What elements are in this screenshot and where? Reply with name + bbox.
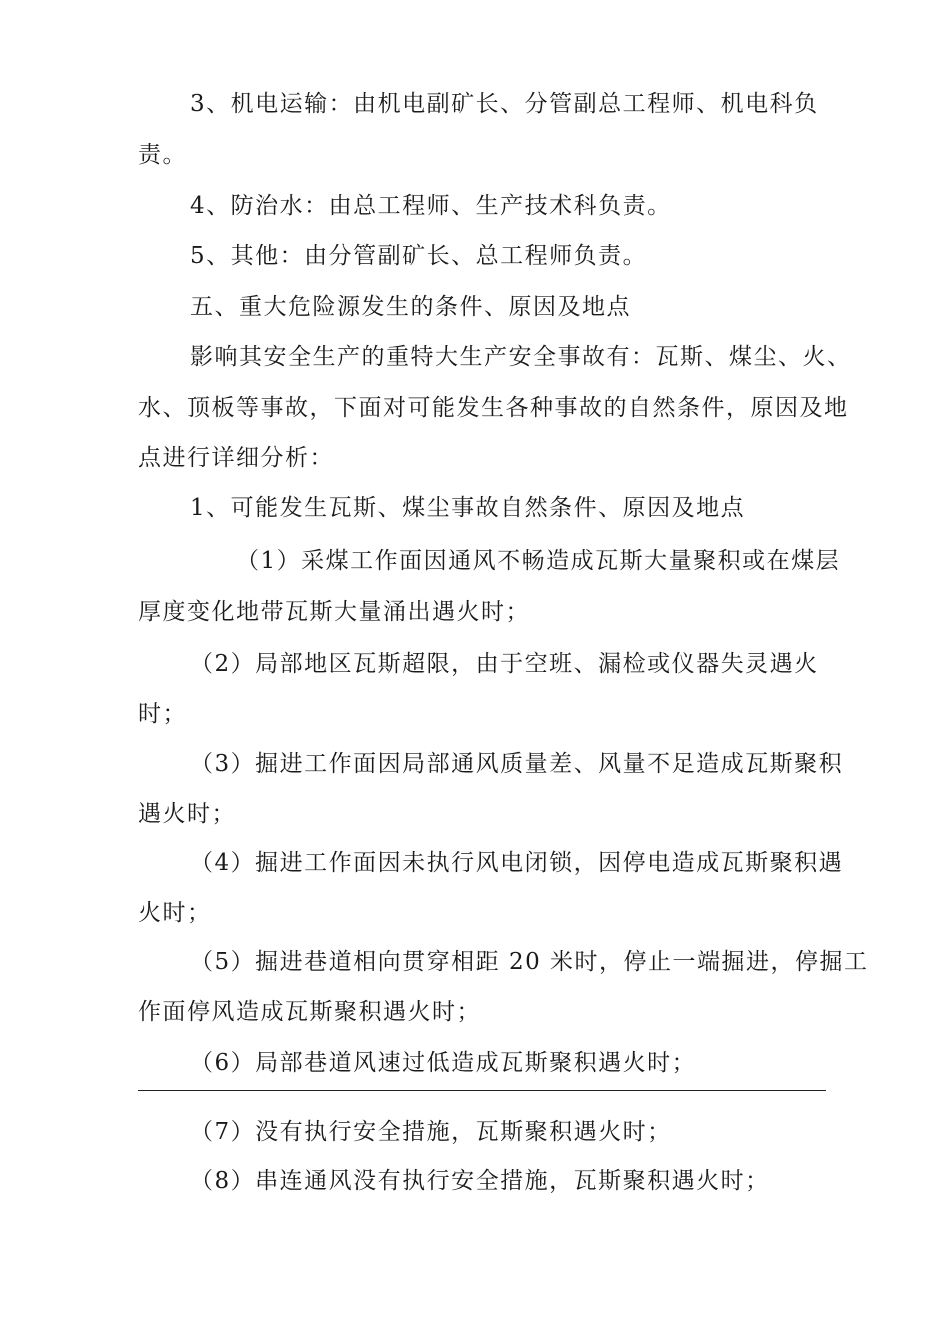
list-item-continuation: 作面停风造成瓦斯聚积遇火时；	[138, 999, 481, 1025]
subsection-heading: 1、可能发生瓦斯、煤尘事故自然条件、原因及地点	[190, 495, 746, 521]
paragraph-line: 3、机电运输：由机电副矿长、分管副总工程师、机电科负	[190, 91, 819, 117]
page-divider	[138, 1090, 826, 1091]
list-item: （8）串连通风没有执行安全措施，瓦斯聚积遇火时；	[190, 1168, 770, 1194]
paragraph-line: 点进行详细分析：	[138, 445, 334, 471]
list-item: （4）掘进工作面因未执行风电闭锁，因停电造成瓦斯聚积遇	[190, 850, 844, 876]
paragraph-line: 影响其安全生产的重特大生产安全事故有：瓦斯、煤尘、火、	[190, 344, 852, 370]
list-item: （6）局部巷道风速过低造成瓦斯聚积遇火时；	[190, 1050, 697, 1076]
paragraph-line: 责。	[138, 142, 187, 168]
list-item: （2）局部地区瓦斯超限，由于空班、漏检或仪器失灵遇火	[190, 651, 819, 677]
list-item-continuation: 遇火时；	[138, 801, 236, 827]
list-item-continuation: 时；	[138, 701, 187, 727]
section-heading: 五、重大危险源发生的条件、原因及地点	[190, 294, 631, 320]
list-item: （1）采煤工作面因通风不畅造成瓦斯大量聚积或在煤层	[236, 548, 841, 574]
list-item: （3）掘进工作面因局部通风质量差、风量不足造成瓦斯聚积	[190, 751, 844, 777]
list-item-continuation: 厚度变化地带瓦斯大量涌出遇火时；	[138, 599, 530, 625]
paragraph-line: 4、防治水：由总工程师、生产技术科负责。	[190, 193, 672, 219]
paragraph-line: 水、顶板等事故，下面对可能发生各种事故的自然条件，原因及地	[138, 395, 849, 421]
paragraph-line: 5、其他：由分管副矿长、总工程师负责。	[190, 243, 648, 269]
list-item-continuation: 火时；	[138, 900, 212, 926]
list-item: （5）掘进巷道相向贯穿相距 20 米时，停止一端掘进，停掘工	[190, 949, 869, 975]
list-item: （7）没有执行安全措施，瓦斯聚积遇火时；	[190, 1119, 672, 1145]
